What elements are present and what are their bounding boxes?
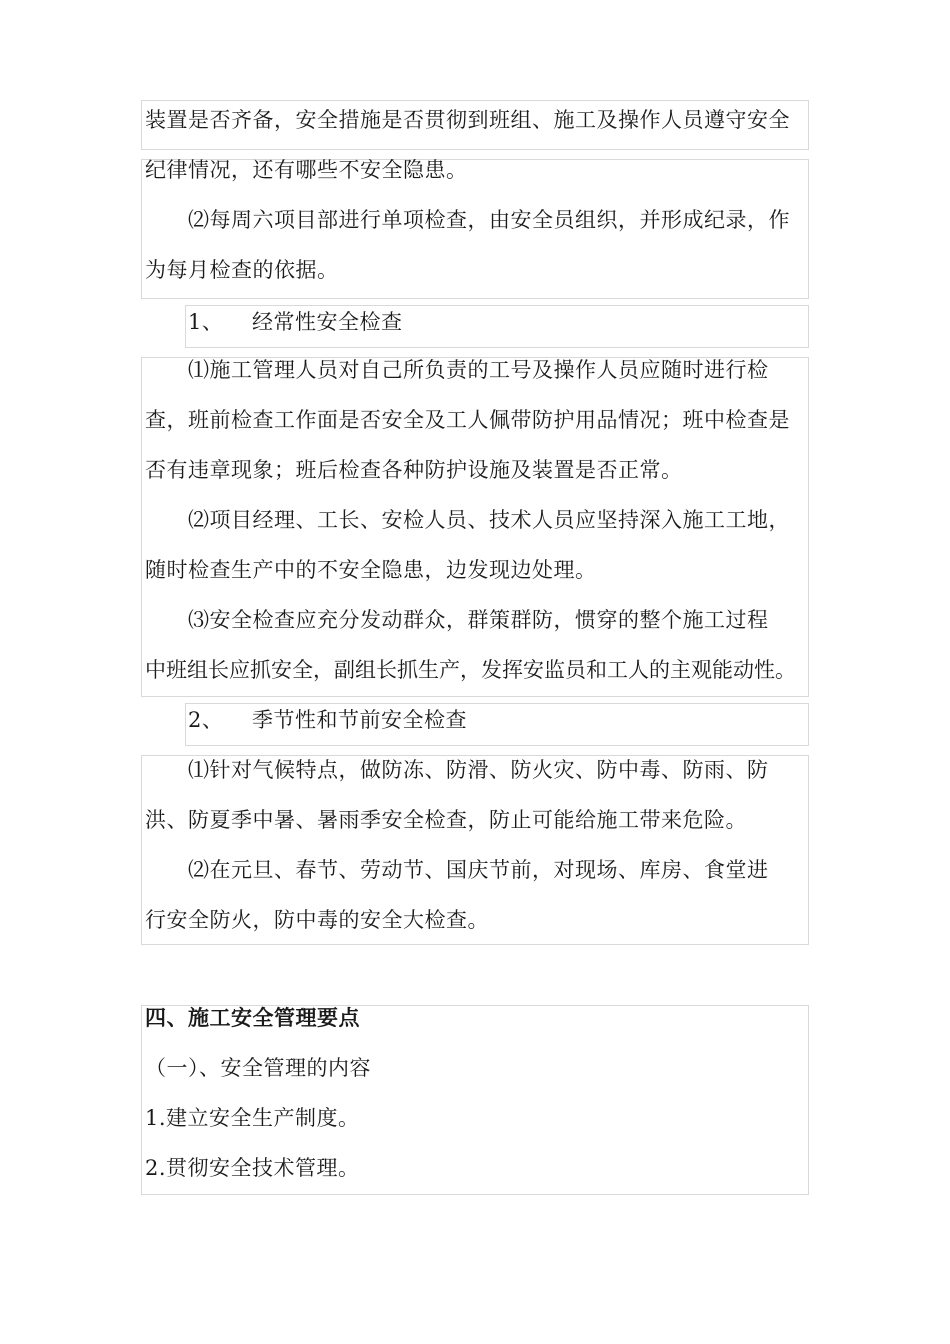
text-line: 洪、防夏季中暑、暑雨季安全检查，防止可能给施工带来危险。 [145,808,747,832]
text-line: ⑴施工管理人员对自己所负责的工号及操作人员应随时进行检 [188,358,769,382]
section-number: 1、 [188,310,224,334]
part-heading: 四、施工安全管理要点 [145,1005,360,1030]
section-heading-2 [188,705,467,735]
section-title: 季节性和节前安全检查 [252,708,467,732]
section-number: 2、 [188,708,224,732]
text-line: 为每月检查的依据。 [145,258,339,282]
text-line: 中班组长应抓安全，副组长抓生产，发挥安监员和工人的主观能动性。 [145,658,796,682]
text-line: 否有违章现象；班后检查各种防护设施及装置是否正常。 [145,458,683,482]
text-line: ⑵每周六项目部进行单项检查，由安全员组织，并形成纪录，作 [188,208,790,232]
text-line: 装置是否齐备，安全措施是否贯彻到班组、施工及操作人员遵守安全 [145,108,790,132]
text-line: ⑵在元旦、春节、劳动节、国庆节前，对现场、库房、食堂进 [188,858,769,882]
text-line: 随时检查生产中的不安全隐患，边发现边处理。 [145,558,597,582]
list-item: 2.贯彻安全技术管理。 [145,1156,360,1180]
text-line: ⑶安全检查应充分发动群众，群策群防，惯穿的整个施工过程 [188,608,769,632]
list-item: 1.建立安全生产制度。 [145,1106,360,1130]
text-line: ⑴针对气候特点，做防冻、防滑、防火灾、防中毒、防雨、防 [188,758,769,782]
section-title: 经常性安全检查 [252,310,403,334]
text-line: 行安全防火，防中毒的安全大检查。 [145,908,489,932]
sub-heading: （一）、安全管理的内容 [145,1056,371,1080]
section-heading-1 [188,307,403,337]
text-line: 查，班前检查工作面是否安全及工人佩带防护用品情况；班中检查是 [145,408,790,432]
text-line: 纪律情况，还有哪些不安全隐患。 [145,158,468,182]
text-line: ⑵项目经理、工长、安检人员、技术人员应坚持深入施工工地， [188,508,790,532]
